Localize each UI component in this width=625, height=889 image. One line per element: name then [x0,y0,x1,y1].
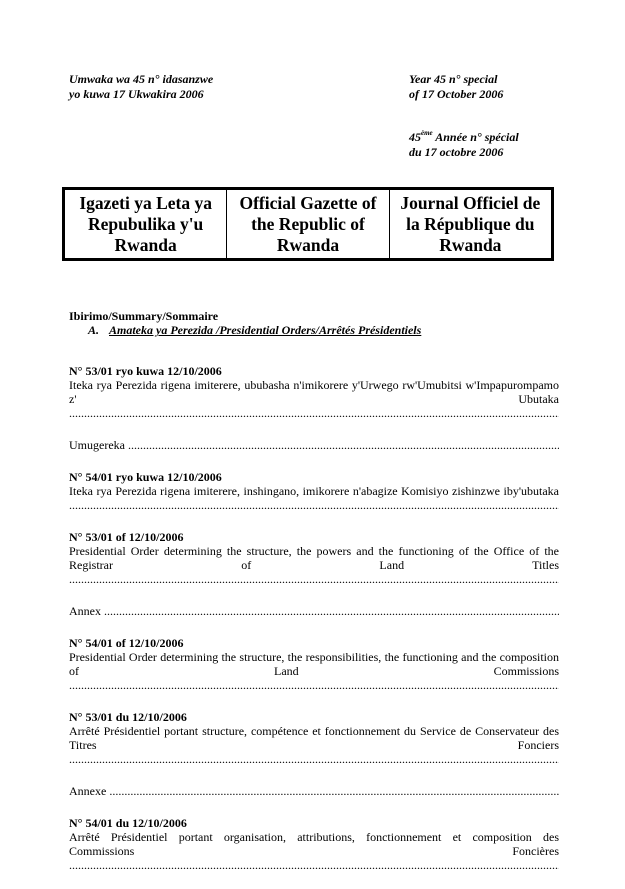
header-en-line-2: of 17 October 2006 [409,87,504,101]
annex-line: Annex ..... [69,604,559,618]
summary-entry [69,470,559,512]
entry-title: Arrêté Présidentiel portant organisation, attributions, fonctionnement et composition des Commissions Foncières ..... [69,830,559,872]
entry-number: N° 53/01 of 12/10/2006 [69,530,184,544]
header-left-line-1: Umwaka wa 45 n° idasanzwe [69,72,214,86]
title-kinyarwanda: Igazeti ya Leta ya Repubulika y'u Rwanda [79,192,212,255]
title-english: Official Gazette of the Republic of Rwanda [226,190,388,258]
annex-line: Annexe ..... [69,784,559,798]
gazette-title-box [62,187,554,261]
entry-number: N° 54/01 of 12/10/2006 [69,636,184,650]
header-left-line-2: yo kuwa 17 Ukwakira 2006 [69,87,204,101]
entry-number: N° 53/01 du 12/10/2006 [69,710,187,724]
entry-title: Presidential Order determining the structure, the powers and the functioning of the Office of the Registrar of Land Titles ..... [69,544,559,586]
summary-entry [69,530,559,586]
section-heading [88,323,559,337]
summary-title: Ibirimo/Summary/Sommaire [69,309,219,323]
header-fr-line-1 [409,130,519,145]
entry-title: Arrêté Présidentiel portant structure, compétence et fonctionnement du Service de Conservateur des Titres Fonciers ..... [69,724,559,766]
entry-title: Iteka rya Perezida rigena imiterere, inshingano, imikorere n'abagize Komisiyo zishinzwe iby'ubutaka ..... [69,484,559,512]
header-fr-year: 45 [409,130,421,144]
title-french: Journal Officiel de la République du Rwanda [389,190,551,258]
entry-title: Iteka rya Perezida rigena imiterere, ububasha n'imikorere y'Urwego rw'Umubitsi w'Impapurompamo z' Ubutaka ..... [69,378,559,420]
summary-entry [69,364,559,420]
summary-section [69,309,559,872]
header-en-line-1: Year 45 n° special [409,72,498,86]
header-fr-superscript: ème [421,129,433,137]
summary-entry [69,816,559,872]
entry-number: N° 53/01 ryo kuwa 12/10/2006 [69,364,222,378]
header-right-french [409,130,519,160]
entry-number: N° 54/01 du 12/10/2006 [69,816,187,830]
summary-entry [69,636,559,692]
entry-title: Presidential Order determining the structure, the responsibilities, the functioning and the composition of Land Commissions ..... [69,650,559,692]
entry-number: N° 54/01 ryo kuwa 12/10/2006 [69,470,222,484]
section-letter: A. [88,323,100,337]
section-title: Amateka ya Perezida /Presidential Orders/Arrêtés Présidentiels [109,323,422,337]
header-fr-line-2: du 17 octobre 2006 [409,145,504,159]
header-fr-special: Année n° spécial [432,130,519,144]
header-right-english [409,72,503,102]
header-left-kinyarwanda [69,72,213,102]
annex-line: Umugereka ..... [69,438,559,452]
summary-entry [69,710,559,766]
